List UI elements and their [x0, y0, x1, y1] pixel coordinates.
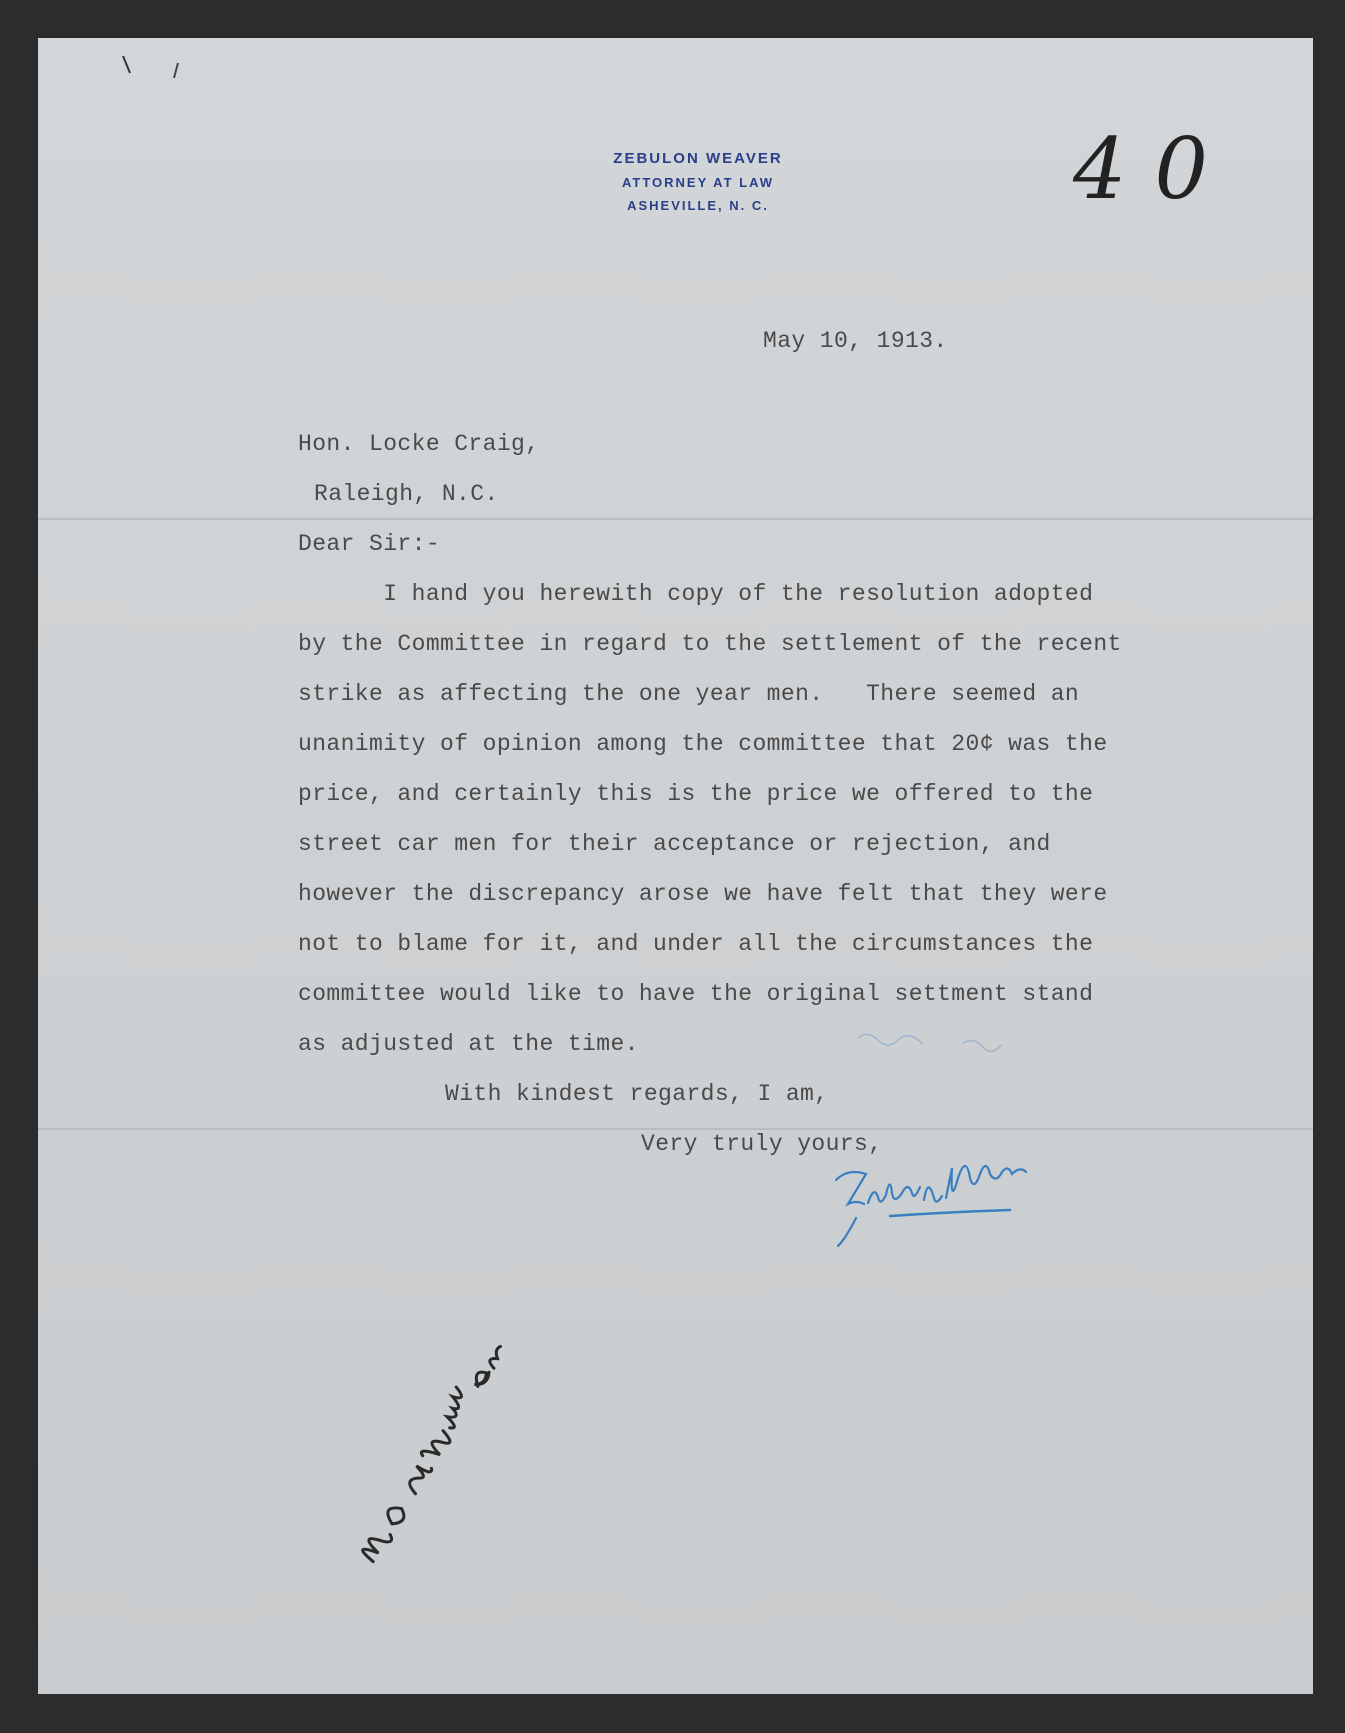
- body-line: by the Committee in regard to the settlement of the recent: [298, 631, 1122, 657]
- signature-zebulon-weaver: [828, 1158, 1088, 1248]
- letterhead-title: ATTORNEY AT LAW: [621, 175, 775, 190]
- letter-page: [38, 38, 1313, 1694]
- addressee-name: Hon. Locke Craig,: [298, 431, 540, 457]
- addressee-city: Raleigh, N.C.: [314, 481, 499, 507]
- body-line: as adjusted at the time.: [298, 1031, 639, 1057]
- letter-date: May 10, 1913.: [763, 328, 948, 354]
- closing-line: With kindest regards, I am,: [445, 1081, 829, 1107]
- body-line: street car men for their acceptance or rejection, and: [298, 831, 1051, 857]
- paper-fold: [38, 1128, 1313, 1130]
- folio-number: 40: [1073, 120, 1236, 218]
- body-line: however the discrepancy arose we have felt that they were: [298, 881, 1108, 907]
- body-line: committee would like to have the original settment stand: [298, 981, 1094, 1007]
- letterhead-city: ASHEVILLE, N. C.: [627, 198, 769, 213]
- corner-crease-marks: [118, 38, 238, 98]
- signoff-line: Very truly yours,: [641, 1131, 883, 1157]
- paper-fold: [38, 518, 1313, 520]
- body-line: not to blame for it, and under all the circumstances the: [298, 931, 1094, 957]
- letterhead: [548, 150, 848, 213]
- letterhead-name: ZEBULON WEAVER: [613, 150, 783, 167]
- handwritten-note-no-answer: [268, 1248, 598, 1608]
- body-line: unanimity of opinion among the committee that 20¢ was the: [298, 731, 1108, 757]
- salutation: Dear Sir:-: [298, 531, 441, 557]
- faint-stamp-smudge: [853, 1023, 1073, 1068]
- body-line: strike as affecting the one year men. There seemed an: [298, 681, 1080, 707]
- body-line: price, and certainly this is the price we offered to the: [298, 781, 1094, 807]
- body-line: I hand you herewith copy of the resolution adopted: [298, 581, 1094, 607]
